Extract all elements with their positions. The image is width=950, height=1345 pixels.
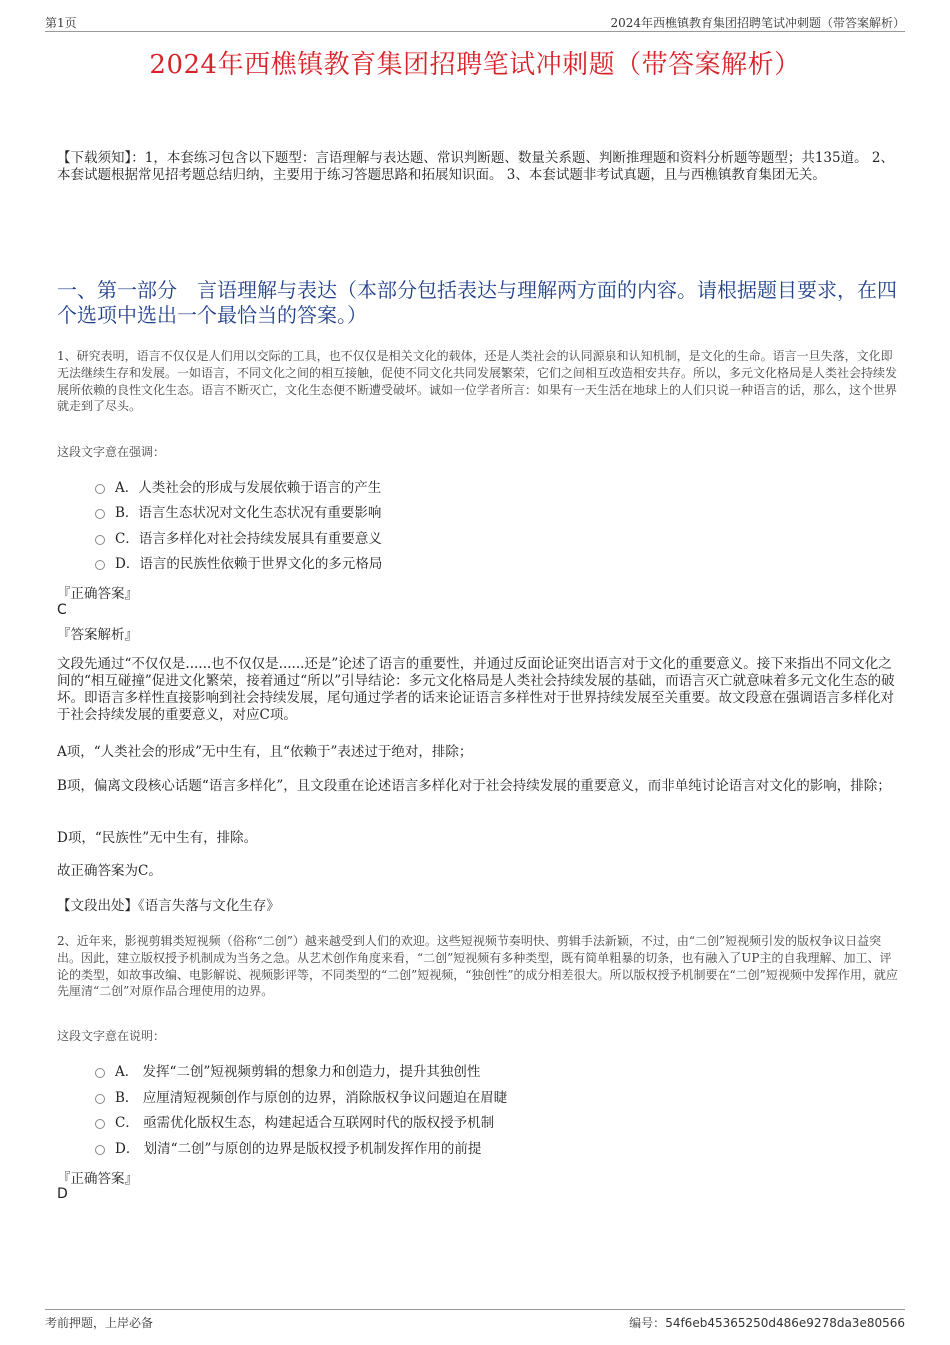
analysis-paragraph: 文段先通过“不仅仅是......也不仅仅是......还是”论述了语言的重要性，并通过反面论证突出语言对于文化的重要意义。接下来指出不同文化之间的“相互碰撞”促进文化繁荣，接着通过“所以”引导结论：多元文化格局是人类社会持续发展的基础，而语言灭亡就意味着多元文化生态的破坏。即语言多样性直接影响到社会持续发展，尾句通过学者的话来论证语言多样性对于世界持续发展至关重要。故文段意在强调语言多样化对于社会持续发展的重要意义，对应C项。 (57, 656, 895, 723)
option-label: B． 应厘清短视频创作与原创的边界，消除版权争议问题迫在眉睫 (115, 1090, 508, 1106)
radio-icon[interactable] (95, 509, 105, 519)
correct-answer-value: C (57, 602, 67, 618)
radio-icon[interactable] (95, 1145, 105, 1155)
question-2-option-b[interactable] (95, 1086, 507, 1106)
question-2-prompt: 这段文字意在说明： (57, 1029, 166, 1043)
option-label: D． 划清“二创”与原创的边界是版权授予机制发挥作用的前提 (115, 1141, 482, 1157)
document-code (629, 1314, 905, 1331)
option-label: D．语言的民族性依赖于世界文化的多元格局 (115, 556, 383, 572)
question-2-option-c[interactable] (95, 1111, 494, 1131)
radio-icon[interactable] (95, 484, 105, 494)
footer-divider (45, 1309, 905, 1310)
option-label: C． 亟需优化版权生态，构建起适合互联网时代的版权授予机制 (115, 1115, 495, 1131)
radio-icon[interactable] (95, 1068, 105, 1078)
radio-icon[interactable] (95, 1119, 105, 1129)
question-1-option-c[interactable] (95, 527, 382, 547)
option-label: A． 发挥“二创”短视频剪辑的想象力和创造力，提升其独创性 (115, 1064, 481, 1080)
document-code-value: 54f6eb45365250d486e9278da3e80566 (665, 1316, 905, 1330)
source-citation: 【文段出处】《语言失落与文化生存》 (57, 898, 280, 914)
question-2-option-a[interactable] (95, 1060, 480, 1080)
question-2-option-d[interactable] (95, 1137, 481, 1157)
question-1-prompt: 这段文字意在强调： (57, 445, 166, 459)
question-1-option-b[interactable] (95, 501, 381, 521)
document-code-label: 编号： (629, 1316, 666, 1330)
section-heading: 一、第一部分 言语理解与表达（本部分包括表达与理解两方面的内容。请根据题目要求，在四个选项中选出一个最恰当的答案。） (57, 278, 897, 327)
footer-slogan: 考前押题，上岸必备 (45, 1316, 154, 1330)
analysis-option-d: D项，“民族性”无中生有，排除。 (57, 830, 258, 846)
question-1-text: 1、研究表明，语言不仅仅是人们用以交际的工具，也不仅仅是相关文化的载体，还是人类社会的认同源泉和认知机制，是文化的生命。语言一旦失落，文化即无法继续生存和发展。一如语言，不同文化之间的相互接触，促使不同文化共同发展繁荣，它们之间相互改造相安共存。所以，多元文化格局是人类社会持续发展所依赖的良性文化生态。语言不断灭亡，文化生态便不断遭受破坏。诚如一位学者所言：如果有一天生活在地球上的人们只说一种语言的话，那么，这个世界就走到了尽头。 (57, 349, 898, 414)
analysis-label: 『答案解析』 (57, 627, 138, 643)
option-label: C．语言多样化对社会持续发展具有重要意义 (115, 531, 382, 547)
analysis-option-a: A项，“人类社会的形成”无中生有，且“依赖于”表述过于绝对，排除； (57, 744, 473, 760)
page-title: 2024年西樵镇教育集团招聘笔试冲刺题（带答案解析） (149, 50, 801, 80)
option-label: A．人类社会的形成与发展依赖于语言的产生 (115, 480, 382, 496)
analysis-conclusion: 故正确答案为C。 (57, 863, 162, 879)
question-2-text: 2、近年来，影视剪辑类短视频（俗称“二创”）越来越受到人们的欢迎。这些短视频节奏明快、剪辑手法新颖，不过，由“二创”短视频引发的版权争议日益突出。因此，建立版权授予机制成为当务之急。从艺术创作角度来看，“二创”短视频有多种类型，既有简单粗暴的切条，也有融入了UP主的自我理解、加工、评论的类型，如故事改编、电影解说、视频影评等，不同类型的“二创”短视频，“独创性”的成分相差很大。所以版权授予机制要在“二创”短视频中发挥作用，就应先厘清“二创”对原作品合理使用的边界。 (57, 934, 898, 999)
correct-answer-label: 『正确答案』 (57, 586, 138, 602)
page-number: 第1页 (45, 16, 77, 30)
correct-answer-value: D (57, 1186, 68, 1202)
header-divider (45, 31, 905, 32)
question-1-option-d[interactable] (95, 552, 382, 572)
option-label: B．语言生态状况对文化生态状况有重要影响 (115, 505, 382, 521)
running-header-title: 2024年西樵镇教育集团招聘笔试冲刺题（带答案解析） (610, 16, 905, 30)
question-1-option-a[interactable] (95, 476, 381, 496)
correct-answer-label: 『正确答案』 (57, 1171, 138, 1187)
analysis-option-b: B项，偏离文段核心话题“语言多样化”，且文段重在论述语言多样化对于社会持续发展的重要意义，而非单纯讨论语言对文化的影响，排除； (57, 778, 891, 794)
radio-icon[interactable] (95, 535, 105, 545)
radio-icon[interactable] (95, 1094, 105, 1104)
radio-icon[interactable] (95, 560, 105, 570)
download-notice: 【下载须知】：1，本套练习包含以下题型：言语理解与表达题、常识判断题、数量关系题、判断推理题和资料分析题等题型；共135道。 2、本套试题根据常见招考题总结归纳，主要用于练习答题思路和拓展知识面。 3、本套试题非考试真题，且与西樵镇教育集团无关。 (57, 150, 894, 183)
